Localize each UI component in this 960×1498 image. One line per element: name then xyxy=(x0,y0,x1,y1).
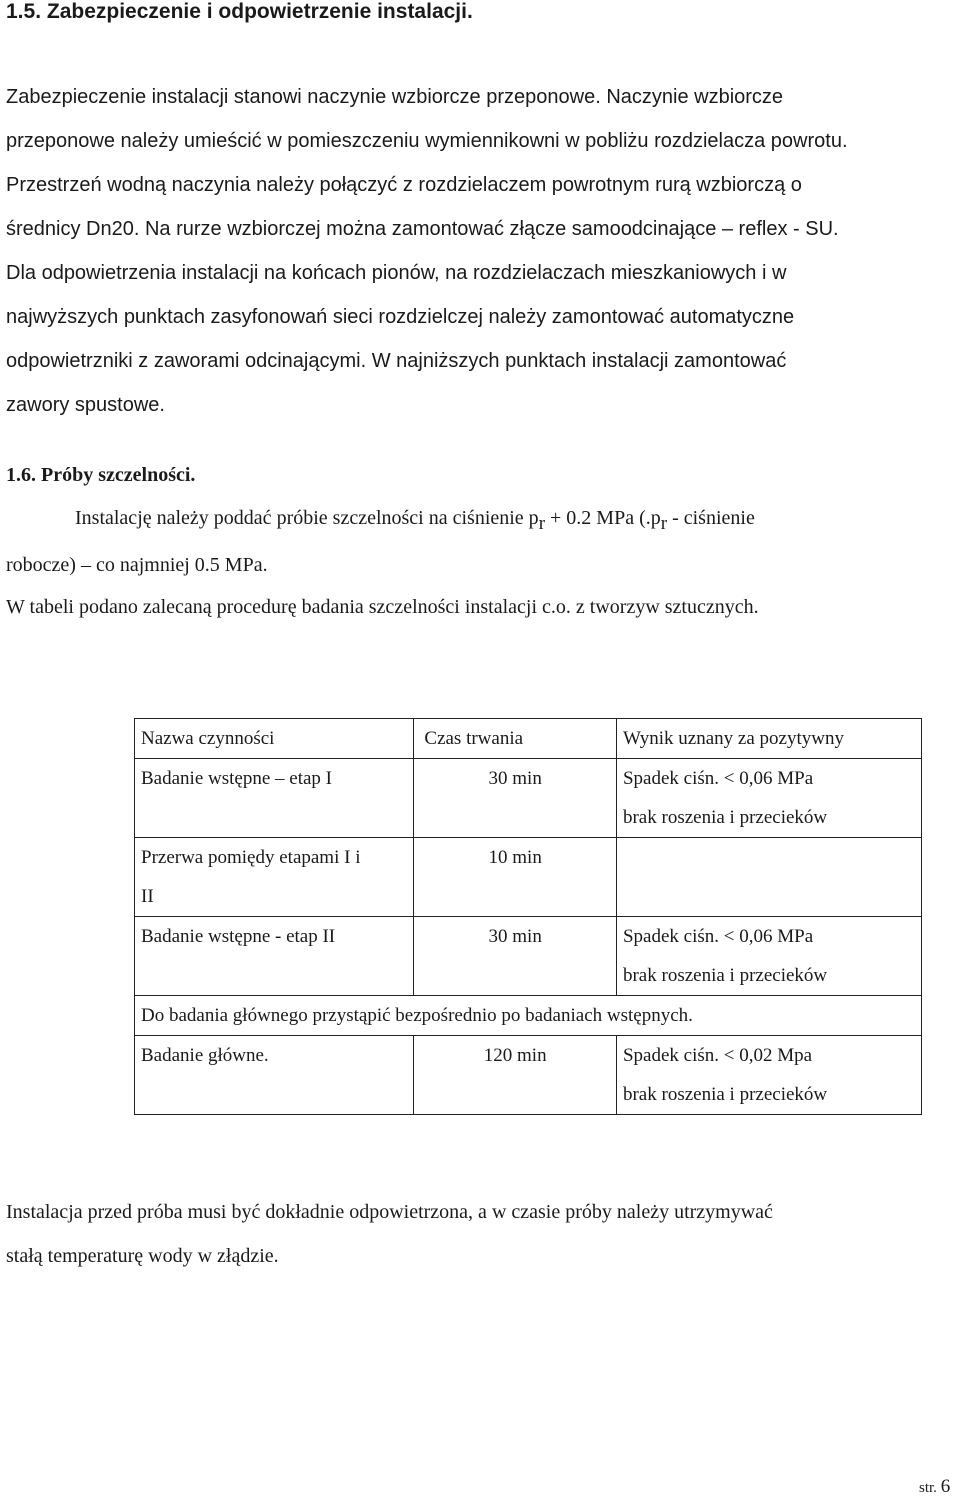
section-heading-1-6: 1.6. Próby szczelności. xyxy=(6,464,196,486)
venting-paragraph xyxy=(6,1190,956,1278)
pressure-text-a: Instalację należy poddać próbie szczelności na ciśnienie p xyxy=(75,507,539,529)
header-cell: Czas trwania xyxy=(414,719,617,759)
paragraph-line: odpowietrzniki z zaworami odcinającymi. W najniższych punktach instalacji zamontować xyxy=(6,350,787,372)
test-procedure-table xyxy=(134,718,922,1115)
pressure-test-line-2: robocze) – co najmniej 0.5 MPa. xyxy=(6,554,268,576)
section-1-5-paragraph xyxy=(6,75,956,427)
table-row xyxy=(135,759,922,838)
pressure-text-b: + 0.2 MPa (.p xyxy=(545,507,661,529)
table-cell: 30 min xyxy=(414,759,617,838)
table-row xyxy=(135,838,922,917)
table-cell: 120 min xyxy=(414,1036,617,1115)
table-cell xyxy=(135,838,414,917)
table-cell xyxy=(616,838,921,917)
cell-line: Spadek ciśn. < 0,02 Mpa xyxy=(622,1045,813,1066)
table-cell xyxy=(616,759,921,838)
cell-line: Przerwa pomiędy etapami I i xyxy=(141,847,361,868)
paragraph-line: Przestrzeń wodną naczynia należy połączyć z rozdzielaczem powrotnym rurą wzbiorczą o xyxy=(6,174,802,196)
page-number-value: 6 xyxy=(940,1476,951,1497)
cell-line: Badanie wstępne – etap I xyxy=(141,768,332,789)
table-cell: 10 min xyxy=(414,838,617,917)
table-intro-line: W tabeli podano zalecaną procedurę badania szczelności instalacji c.o. z tworzyw sztucznych. xyxy=(6,596,759,618)
paragraph-line: najwyższych punktach zasyfonowań sieci rozdzielczej należy zamontować automatyczne xyxy=(6,306,795,328)
table-note-cell: Do badania głównego przystąpić bezpośrednio po badaniach wstępnych. xyxy=(135,996,922,1036)
cell-line: brak roszenia i przecieków xyxy=(622,965,828,986)
cell-line: brak roszenia i przecieków xyxy=(622,807,828,828)
page-number-label: str. xyxy=(919,1480,937,1496)
table-header-row xyxy=(135,719,922,759)
cell-line: Spadek ciśn. < 0,06 MPa xyxy=(622,768,814,789)
table-cell xyxy=(135,917,414,996)
header-cell: Nazwa czynności xyxy=(135,719,414,759)
paragraph-line: przeponowe należy umieścić w pomieszczeniu wymiennikowni w pobliżu rozdzielacza powrotu. xyxy=(6,130,848,152)
cell-line: Badanie wstępne - etap II xyxy=(141,926,336,947)
table-row xyxy=(135,917,922,996)
table-note-row xyxy=(135,996,922,1036)
cell-line: Spadek ciśn. < 0,06 MPa xyxy=(622,926,814,947)
paragraph-line: Zabezpieczenie instalacji stanowi naczynie wzbiorcze przeponowe. Naczynie wzbiorcze xyxy=(6,86,784,108)
paragraph-line: Instalacja przed próba musi być dokładnie odpowietrzona, a w czasie próby należy utrzymywać xyxy=(6,1201,773,1223)
table-cell xyxy=(616,1036,921,1115)
table-row xyxy=(135,1036,922,1115)
paragraph-line: Dla odpowietrzenia instalacji na końcach pionów, na rozdzielaczach mieszkaniowych i w xyxy=(6,262,787,284)
pressure-test-line xyxy=(75,505,755,532)
pressure-text-c: - ciśnienie xyxy=(667,507,755,529)
table-cell: Badanie główne. xyxy=(135,1036,414,1115)
section-heading-1-5: 1.5. Zabezpieczenie i odpowietrzenie instalacji. xyxy=(6,0,473,23)
page-number xyxy=(919,1476,950,1498)
paragraph-line: stałą temperaturę wody w złądzie. xyxy=(6,1245,279,1267)
paragraph-line: średnicy Dn20. Na rurze wzbiorczej można zamontować złącze samoodcinające – reflex - SU. xyxy=(6,218,839,240)
table-cell xyxy=(616,917,921,996)
header-cell: Wynik uznany za pozytywny xyxy=(616,719,921,759)
pressure-subscript: r xyxy=(538,513,546,534)
table-cell xyxy=(135,759,414,838)
cell-line: II xyxy=(141,886,154,907)
paragraph-line: zawory spustowe. xyxy=(6,394,165,416)
pressure-subscript: r xyxy=(660,513,668,534)
table-cell: 30 min xyxy=(414,917,617,996)
cell-line: brak roszenia i przecieków xyxy=(622,1084,828,1105)
